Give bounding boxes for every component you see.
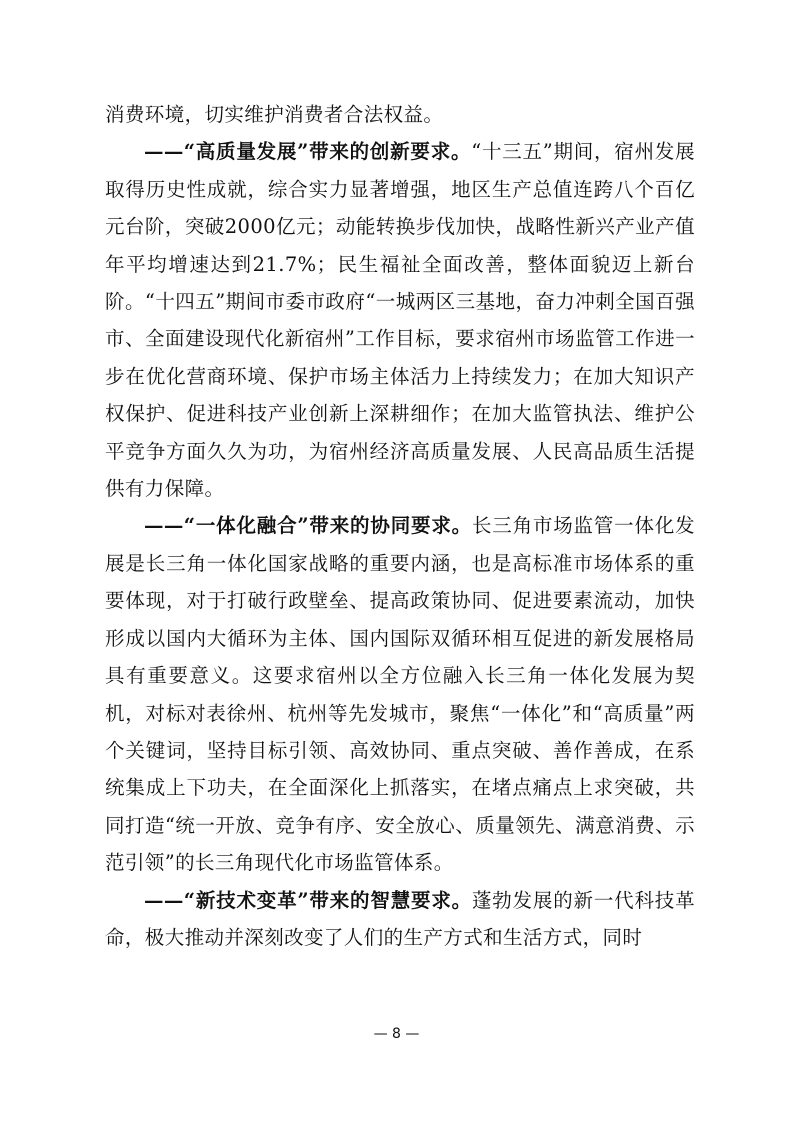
section-body: “十三五”期间，宿州发展取得历史性成就，综合实力显著增强，地区生产总值连跨八个百亿元台阶，突破2000亿元；动能转换步伐加快，战略性新兴产业产值年平均增速达到21.7%；民生福祉全面改善，整体面貌迈上新台阶。“十四五”期间市委市政府“一城两区三基地，奋力冲刺全国百强市、全面建设现代化新宿州”工作目标，要求宿州市场监管工作进一步在优化营商环境、保护市场主体活力上持续发力；在加大知识产权保护、促进科技产业创新上深耕细作；在加大监管执法、维护公平竞争方面久久为功，为宿州经济高质量发展、人民高品质生活提供有力保障。 [105,140,695,501]
page-number: — 8 — [373,1026,420,1042]
paragraph-new-technology [105,882,695,957]
section-body: 蓬勃发展的新一代科技革命，极大推动并深刻改变了人们的生产方式和生活方式，同时 [105,888,695,949]
section-body: 长三角市场监管一体化发展是长三角一体化国家战略的重要内涵，也是高标准市场体系的重要体现，对于打破行政壁垒、提高政策协同、促进要素流动，加快形成以国内大循环为主体、国内国际双循环相互促进的新发展格局具有重要意义。这要求宿州以全方位融入长三角一体化发展为契机，对标对表徐州、杭州等先发城市，聚焦“一体化”和“高质量”两个关键词，坚持目标引领、高效协同、重点突破、善作善成，在系统集成上下功夫，在全面深化上抓落实，在堵点痛点上求突破，共同打造“统一开放、竞争有序、安全放心、质量领先、满意消费、示范引领”的长三角现代化市场监管体系。 [105,514,695,875]
intro-paragraph: 消费环境，切实维护消费者合法权益。 [105,103,444,126]
paragraph-high-quality-development [105,133,695,507]
section-heading: ——“新技术变革”带来的智慧要求。 [144,888,472,912]
section-heading: ——“高质量发展”带来的创新要求。 [144,140,472,164]
paragraph-integration [105,507,695,881]
body-text [105,96,695,956]
section-heading: ——“一体化融合”带来的协同要求。 [144,514,472,538]
